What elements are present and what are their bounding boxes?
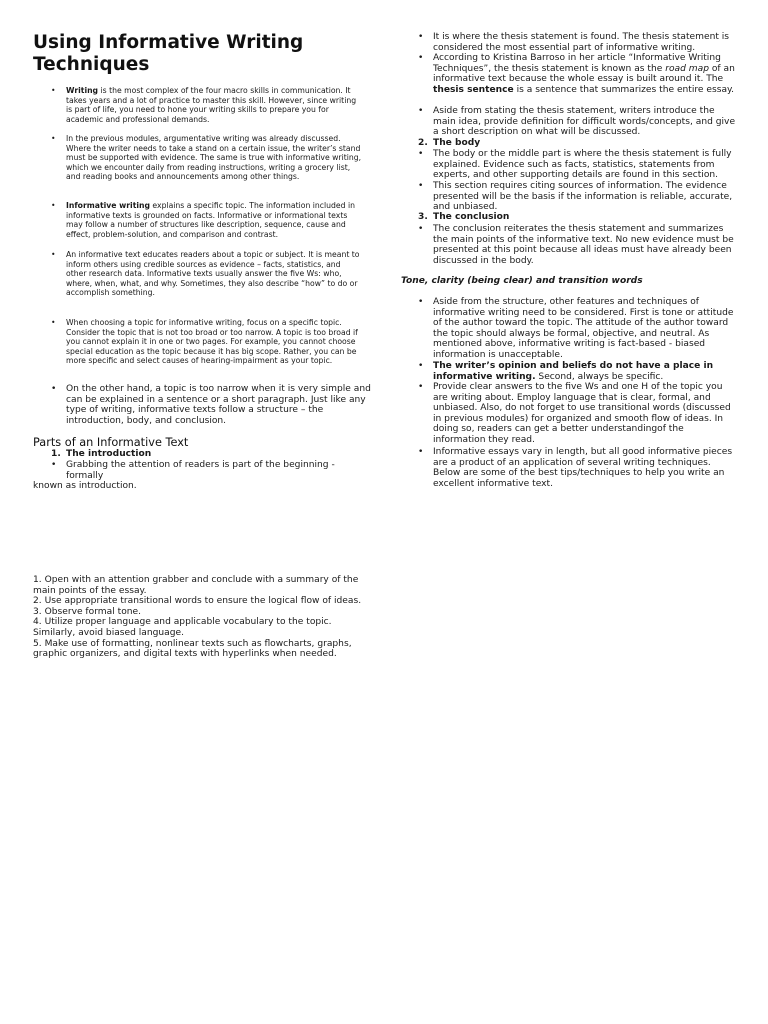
paragraph-text: An informative text educates readers about a topic or subject. It is meant to inform others using credible sources as evidence – facts, statistics, and other research data. Informative texts usually answer the five Ws: who, where, when, what, and why. Sometimes, they also describe “how” to do or accomplish something. [66,250,360,298]
bullet-icon: • [418,181,424,191]
bullet-icon: • [51,460,57,470]
page-title: Using Informative Writing Techniques [33,32,304,75]
bullet-icon: • [418,32,424,42]
tip-item: 5. Make use of formatting, nonlinear texts such as flowcharts, graphs, graphic organizers, and digital texts with hyperlinks when needed. [33,638,352,660]
list-item [51,250,363,298]
paragraph-text: It is where the thesis statement is found. The thesis statement is considered the most essential part of informative writing. [433,32,730,53]
heading-label: The introduction [66,449,152,459]
paragraph-text: is a sentence that summarizes the entire essay. [513,84,735,95]
bold-term: thesis sentence [433,84,514,95]
list-item [418,53,736,95]
paragraph-text: explains a specific topic. The information included in informative texts is grounded on facts. Informative or informational texts may follow a number of structures like description, sequence, cause and effect, problem-solution, and comparison and contrast. [66,201,355,239]
bullet-icon: • [51,86,56,95]
paragraph-text: The conclusion reiterates the thesis statement and summarizes the main points of the informative text. No new evidence must be presented at this point because all ideas must have already been discussed in the body. [433,224,734,266]
list-item [51,201,363,239]
paragraph-text: The body or the middle part is where the thesis statement is fully explained. Evidence such as facts, statistics, statements from experts, and other supporting details are found in this section. [433,149,732,181]
bullet-icon: • [51,134,56,143]
list-item [418,361,736,382]
paragraph-text: Aside from the structure, other features and techniques of informative writing need to be considered. First is tone or attitude of the author toward the topic. The attitude of the author toward the topic should always be formal, objective, and neutral. As mentioned above, informative writing is fact-based - biased information is unacceptable. [433,297,734,360]
list-item [418,297,736,361]
heading-number: 3. [418,212,428,222]
list-item [418,447,736,489]
paragraph-text: Informative essays vary in length, but all good informative pieces are a product of an application of several writing techniques. Below are some of the best tips/techniques to help you write an excellent informative text. [433,447,733,489]
list-item [418,382,736,446]
list-item [418,181,736,213]
paragraph-text: known as introduction. [33,481,137,491]
bold-term: Writing [66,86,99,95]
paragraph-text: In the previous modules, argumentative writing was already discussed. Where the writer needs to take a stand on a certain issue, the writer’s stand must be supported with evidence. The same is true with informative writing, which we encounter daily from reading instructions, writing a grocery list, and reading books and announcements among other things. [66,134,362,182]
heading-label: The body [433,138,481,148]
heading-number: 1. [51,449,61,459]
bullet-icon: • [418,224,424,234]
paragraph-text: When choosing a topic for informative writing, focus on a specific topic. Consider the topic that is not too broad or too narrow. A topic is too broad if you cannot explain it in one or two pages. For example, you cannot choose special education as the topic because it has big scope. Rather, you can be more specific and select causes of hearing-impairment as your topic. [66,318,358,366]
bold-term: The writer’s opinion and beliefs do not have a place in informative writing. [433,361,714,382]
bullet-icon: • [418,149,424,159]
bullet-icon: • [51,250,56,259]
numbered-heading [418,212,509,223]
bullet-icon: • [418,361,424,371]
paragraph-text: Provide clear answers to the five Ws and one H of the topic you are writing about. Employ language that is clear, formal, and unbiased. Also, do not forget to use transitional words (discussed in previous modules) for organized and smooth flow of ideas. In doing so, readers can get a better understandingof the information they read. [433,382,731,445]
bullet-icon: • [418,447,424,457]
heading-number: 2. [418,138,428,148]
paragraph-text: This section requires citing sources of information. The evidence presented will be the basis if the information is reliable, accurate, and unbiased. [433,181,733,213]
paragraph-text: On the other hand, a topic is too narrow when it is very simple and can be explained in a sentence or a short paragraph. Just like any type of writing, informative texts follow a structure – the introduction, body, and conclusion. [66,384,371,426]
heading-label: The conclusion [433,212,510,222]
list-item [51,318,363,366]
bullet-icon: • [418,297,424,307]
paragraph-text: According to Kristina Barroso in her article “Informative Writing Techniques”, the thesis statement is known as the [433,53,721,74]
paragraph-text: Grabbing the attention of readers is part of the beginning - formally [66,460,335,481]
numbered-heading [51,449,151,460]
tip-item: 3. Observe formal tone. [33,606,142,617]
tip-item: 1. Open with an attention grabber and conclude with a summary of the main points of the essay. [33,575,359,596]
paragraph-text: Second, always be specific. [535,371,664,382]
list-item [51,460,341,481]
tips-list [33,575,363,660]
numbered-heading [418,138,480,149]
paragraph-text: Aside from stating the thesis statement, writers introduce the main idea, provide definition for difficult words/concepts, and give a short description on what will be discussed. [433,106,736,138]
bullet-icon: • [418,106,424,116]
tip-item: 4. Utilize proper language and applicable vocabulary to the topic. Similarly, avoid biased language. [33,617,332,638]
tip-item: 2. Use appropriate transitional words to ensure the logical flow of ideas. [33,596,362,607]
bullet-icon: • [51,318,56,327]
list-item [51,384,371,426]
bullet-icon: • [51,384,57,394]
emphasis-text: road map [665,63,709,74]
list-item [51,86,363,124]
bullet-icon: • [418,382,424,392]
bullet-icon: • [51,201,56,210]
paragraph-text: of an informative text because the whole essay is built around it. The [433,63,735,85]
list-item [51,134,363,182]
paragraph-text: is the most complex of the four macro skills in communication. It takes years and a lot of practice to master this skill. However, since writing is part of life, you need to hone your writing skills to prepare you for academic and professional demands. [66,86,357,124]
list-item [418,149,736,181]
list-item [418,32,736,53]
list-item [418,106,736,138]
list-item [418,224,736,266]
section-heading: Tone, clarity (being clear) and transition words [401,276,643,286]
bullet-icon: • [418,53,424,63]
section-heading: Parts of an Informative Text [33,436,189,449]
bold-term: Informative writing [66,201,150,210]
